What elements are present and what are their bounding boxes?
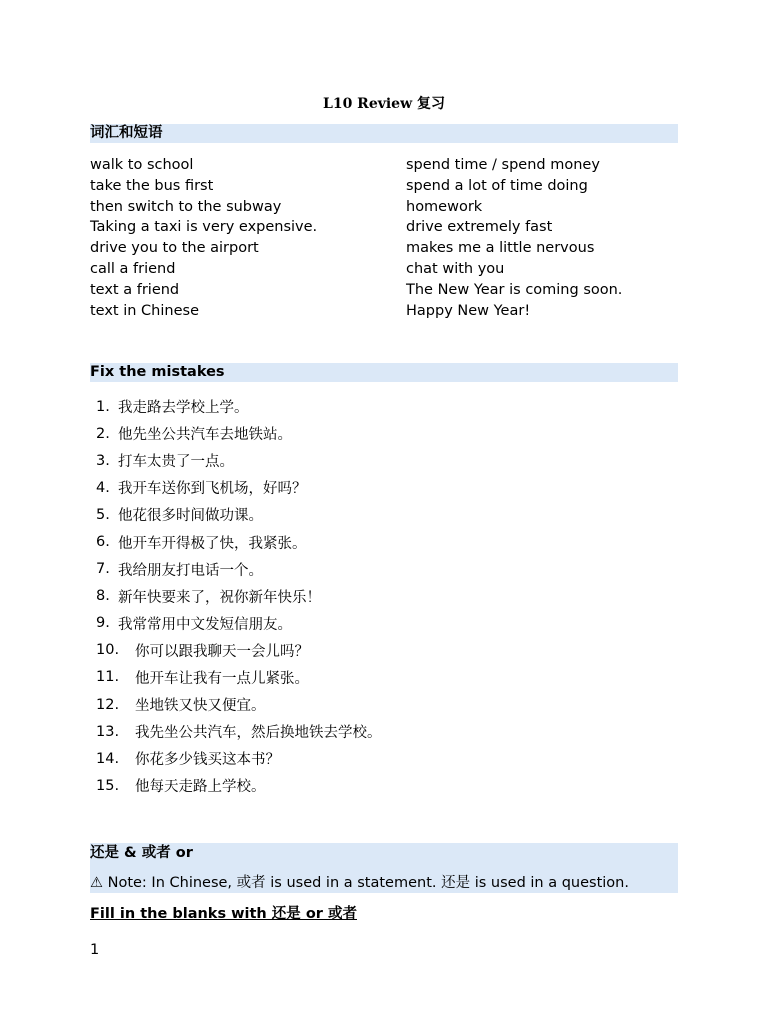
item-number: 10. xyxy=(96,642,120,659)
vocab-item: homework xyxy=(406,198,483,215)
item-text: 你可以跟我聊天一会儿吗？ xyxy=(135,643,309,660)
vocab-item: spend time / spend money xyxy=(406,157,600,173)
item-number: 8. xyxy=(96,588,110,605)
mistakes-heading-band xyxy=(90,363,678,382)
item-text: 他每天走路上学校。 xyxy=(135,779,266,796)
vocab-column-left xyxy=(90,155,406,321)
item-text: 我给朋友打电话一个。 xyxy=(118,562,263,579)
item-number: 15. xyxy=(96,777,120,794)
page-number: 1 xyxy=(90,942,100,958)
item-text: 打车太贵了一点。 xyxy=(118,454,234,471)
list-item xyxy=(96,447,676,474)
list-item xyxy=(96,772,676,799)
list-item xyxy=(96,474,676,501)
vocab-item: call a friend xyxy=(90,260,176,277)
item-number: 7. xyxy=(96,561,110,578)
list-item xyxy=(96,691,676,718)
item-number: 12. xyxy=(96,696,120,713)
item-text: 他先坐公共汽车去地铁站。 xyxy=(118,427,292,444)
fill-in-heading: Fill in the blanks with 还是 or 或者 xyxy=(90,906,357,922)
vocab-item: drive you to the airport xyxy=(90,240,259,257)
vocab-item: drive extremely fast xyxy=(406,219,553,236)
list-item xyxy=(96,501,676,528)
vocab-item: take the bus first xyxy=(90,177,214,194)
list-item xyxy=(96,528,676,555)
list-item xyxy=(96,393,676,420)
list-item xyxy=(96,718,676,745)
vocab-heading: 词汇和短语 xyxy=(90,125,163,141)
note-text: ⚠ Note: In Chinese, 或者 is used in a statement. 还是 is used in a question. xyxy=(90,875,629,891)
item-text: 他开车让我有一点儿紧张。 xyxy=(135,670,309,687)
item-number: 5. xyxy=(96,506,110,523)
vocab-heading-band xyxy=(90,124,678,143)
item-text: 你花多少钱买这本书？ xyxy=(135,752,280,769)
vocab-item: walk to school xyxy=(90,157,194,173)
vocab-item: chat with you xyxy=(406,260,505,277)
vocab-item: The New Year is coming soon. xyxy=(406,281,623,298)
list-item xyxy=(96,610,676,637)
item-number: 13. xyxy=(96,723,120,740)
list-item xyxy=(96,664,676,691)
vocab-item: Happy New Year! xyxy=(406,302,531,319)
list-item xyxy=(96,745,676,772)
item-text: 新年快要来了，祝你新年快乐！ xyxy=(118,589,321,606)
item-number: 9. xyxy=(96,615,110,632)
item-text: 他开车开得极了快，我紧张。 xyxy=(118,535,307,552)
item-text: 坐地铁又快又便宜。 xyxy=(135,698,266,715)
item-text: 我走路去学校上学。 xyxy=(118,400,249,417)
item-number: 11. xyxy=(96,669,120,686)
mistakes-list xyxy=(96,393,676,799)
item-text: 我开车送你到飞机场，好吗？ xyxy=(118,481,307,498)
list-item xyxy=(96,420,676,447)
vocab-item: then switch to the subway xyxy=(90,198,282,215)
vocab-column-right xyxy=(406,155,678,321)
item-text: 我先坐公共汽车，然后换地铁去学校。 xyxy=(135,725,382,742)
document-title: L10 Review 复习 xyxy=(322,96,446,112)
item-number: 1. xyxy=(96,398,110,415)
item-number: 2. xyxy=(96,425,110,442)
mistakes-heading: Fix the mistakes xyxy=(90,364,225,380)
vocab-item: text in Chinese xyxy=(90,302,199,319)
item-number: 14. xyxy=(96,750,120,767)
item-text: 他花很多时间做功课。 xyxy=(118,508,263,525)
item-number: 6. xyxy=(96,534,110,551)
vocab-list xyxy=(90,155,678,321)
item-number: 4. xyxy=(96,479,110,496)
list-item xyxy=(96,583,676,610)
note-heading: 还是 & 或者 or xyxy=(90,845,193,861)
vocab-item: text a friend xyxy=(90,281,180,298)
list-item xyxy=(96,556,676,583)
item-text: 我常常用中文发短信朋友。 xyxy=(118,616,292,633)
vocab-item: Taking a taxi is very expensive. xyxy=(90,219,318,236)
list-item xyxy=(96,637,676,664)
item-number: 3. xyxy=(96,452,110,469)
note-band xyxy=(90,843,678,893)
vocab-item: makes me a little nervous xyxy=(406,240,595,257)
vocab-item: spend a lot of time doing xyxy=(406,177,588,194)
